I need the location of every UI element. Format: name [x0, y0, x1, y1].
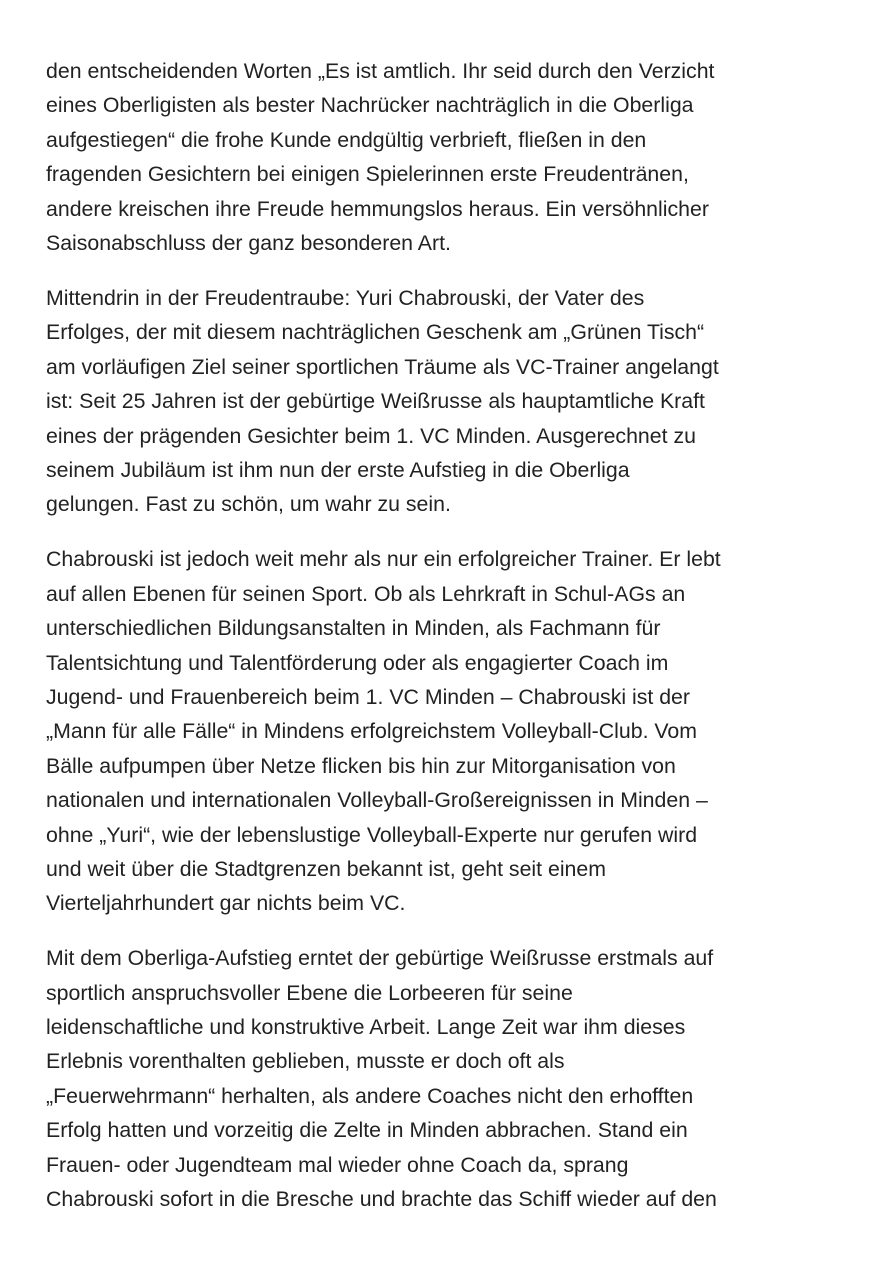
paragraph-line: seinem Jubiläum ist ihm nun der erste Aufstieg in die Oberliga: [46, 457, 630, 482]
paragraph-line: Mit dem Oberliga-Aufstieg erntet der gebürtige Weißrusse erstmals auf: [46, 946, 714, 971]
paragraph-line: unterschiedlichen Bildungsanstalten in Minden, als Fachmann für: [46, 616, 661, 641]
paragraph-line: Vierteljahrhundert gar nichts beim VC.: [46, 891, 406, 916]
paragraph-line: am vorläufigen Ziel seiner sportlichen Träume als VC-Trainer angelangt: [46, 354, 719, 379]
paragraph-line: ist: Seit 25 Jahren ist der gebürtige Weißrusse als hauptamtliche Kraft: [46, 389, 705, 414]
paragraph-line: Erfolges, der mit diesem nachträglichen Geschenk am „Grünen Tisch“: [46, 320, 705, 345]
paragraph-line: nationalen und internationalen Volleyball-Großereignissen in Minden –: [46, 788, 708, 813]
paragraph-line: Jugend- und Frauenbereich beim 1. VC Minden – Chabrouski ist der: [46, 684, 690, 709]
article-paragraph-2: [46, 281, 846, 522]
paragraph-line: Chabrouski sofort in die Bresche und brachte das Schiff wieder auf den: [46, 1187, 717, 1212]
paragraph-line: Mittendrin in der Freudentraube: Yuri Chabrouski, der Vater des: [46, 285, 645, 310]
paragraph-line: sportlich anspruchsvoller Ebene die Lorbeeren für seine: [46, 980, 573, 1005]
paragraph-line: „Mann für alle Fälle“ in Mindens erfolgreichstem Volleyball-Club. Vom: [46, 719, 698, 744]
article-paragraph-4: [46, 941, 846, 1216]
paragraph-line: Chabrouski ist jedoch weit mehr als nur ein erfolgreicher Trainer. Er lebt: [46, 547, 721, 572]
paragraph-line: Erfolg hatten und vorzeitig die Zelte in Minden abbrachen. Stand ein: [46, 1118, 688, 1143]
paragraph-line: andere kreischen ihre Freude hemmungslos heraus. Ein versöhnlicher: [46, 196, 709, 221]
paragraph-line: eines der prägenden Gesichter beim 1. VC Minden. Ausgerechnet zu: [46, 423, 696, 448]
paragraph-line: fragenden Gesichtern bei einigen Spielerinnen erste Freudentränen,: [46, 162, 689, 187]
paragraph-line: aufgestiegen“ die frohe Kunde endgültig verbrieft, fließen in den: [46, 127, 647, 152]
article-body: [46, 54, 846, 1237]
paragraph-line: auf allen Ebenen für seinen Sport. Ob als Lehrkraft in Schul-AGs an: [46, 581, 686, 606]
paragraph-line: „Feuerwehrmann“ herhalten, als andere Coaches nicht den erhofften: [46, 1083, 694, 1108]
paragraph-line: und weit über die Stadtgrenzen bekannt ist, geht seit einem: [46, 856, 606, 881]
paragraph-line: ohne „Yuri“, wie der lebenslustige Volleyball-Experte nur gerufen wird: [46, 822, 698, 847]
paragraph-line: eines Oberligisten als bester Nachrücker nachträglich in die Oberliga: [46, 93, 694, 118]
paragraph-line: Erlebnis vorenthalten geblieben, musste er doch oft als: [46, 1049, 565, 1074]
paragraph-line: den entscheidenden Worten „Es ist amtlich. Ihr seid durch den Verzicht: [46, 59, 715, 83]
article-paragraph-1: [46, 54, 846, 260]
article-paragraph-3: [46, 542, 846, 920]
paragraph-line: Talentsichtung und Talentförderung oder als engagierter Coach im: [46, 650, 669, 675]
paragraph-line: Saisonabschluss der ganz besonderen Art.: [46, 231, 451, 256]
paragraph-line: gelungen. Fast zu schön, um wahr zu sein.: [46, 492, 451, 517]
paragraph-line: Frauen- oder Jugendteam mal wieder ohne Coach da, sprang: [46, 1152, 629, 1177]
paragraph-line: Bälle aufpumpen über Netze flicken bis hin zur Mitorganisation von: [46, 753, 676, 778]
paragraph-line: leidenschaftliche und konstruktive Arbeit. Lange Zeit war ihm dieses: [46, 1015, 686, 1040]
